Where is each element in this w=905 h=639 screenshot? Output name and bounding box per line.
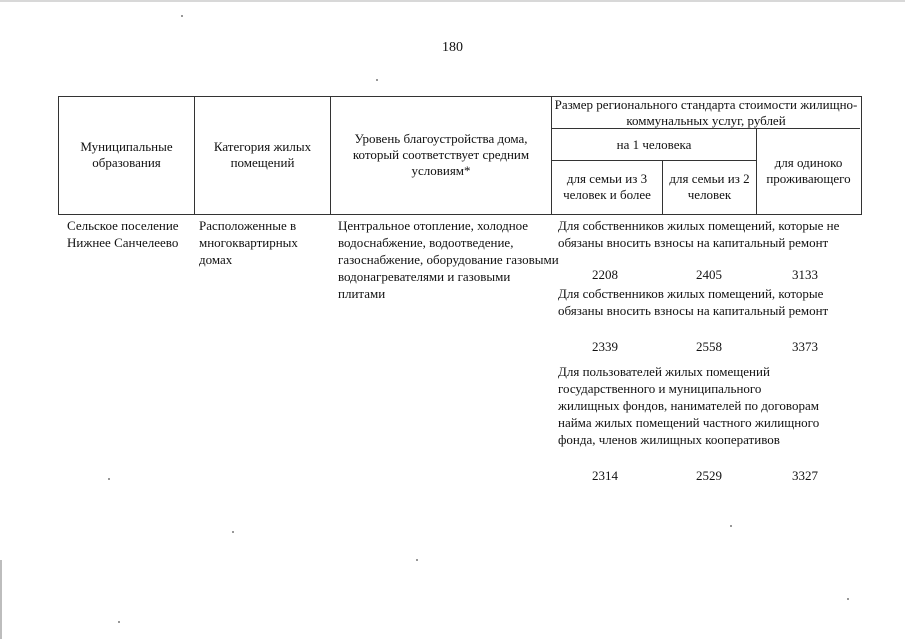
header-single: для одиноко проживающего — [766, 155, 851, 186]
value-family2: 2529 — [696, 468, 722, 483]
scan-speck — [376, 79, 378, 81]
scan-edge-left — [0, 560, 2, 639]
scan-speck — [730, 525, 732, 527]
header-regional-standard: Размер регионального стандарта стоимости жилищно-коммунальных услуг, рублей — [554, 96, 858, 128]
scan-edge-top — [0, 0, 905, 2]
scan-speck — [847, 598, 849, 600]
value-family2: 2558 — [696, 339, 722, 354]
group-label: Для собственников жилых помещений, которые обязаны вносить взносы на капитальный ремонт — [558, 286, 829, 318]
header-category: Категория жилых помещений — [213, 139, 312, 170]
page-number: 180 — [442, 40, 463, 55]
scan-speck — [416, 559, 418, 561]
value-single: 3373 — [792, 339, 818, 354]
scan-speck — [118, 621, 120, 623]
value-single: 3327 — [792, 468, 818, 483]
value-single: 3133 — [792, 267, 818, 282]
header-municipal: Муниципальные образования — [80, 139, 173, 170]
group-values — [558, 467, 858, 484]
value-family3: 2314 — [592, 468, 618, 483]
value-family3: 2339 — [592, 339, 618, 354]
row-municipality: Сельское поселение Нижнее Санчелеево — [67, 218, 179, 250]
scan-speck — [232, 531, 234, 533]
group-label: Для собственников жилых помещений, которые не обязаны вносить взносы на капитальный ремонт — [558, 218, 840, 250]
value-family3: 2208 — [592, 267, 618, 282]
scan-speck — [108, 478, 110, 480]
value-family2: 2405 — [696, 267, 722, 282]
header-per-person: на 1 человека — [616, 136, 692, 152]
group-values — [558, 338, 858, 355]
group-values — [558, 266, 858, 283]
row-level: Центральное отопление, холодное водоснабжение, водоотведение, газоснабжение, оборудование газовыми водонагревателями и газовыми плитами — [338, 218, 559, 301]
header-family2: для семьи из 2 человек — [669, 171, 750, 202]
header-level: Уровень благоустройства дома, который соответствует средним условиям* — [352, 131, 530, 178]
row-category: Расположенные в многоквартирных домах — [199, 218, 298, 267]
group-label: Для пользователей жилых помещений государственного и муниципального жилищных фондов, нанимателей по договорам найма жилых помещений частного жилищного фонда, членов жилищных кооперативов — [558, 364, 820, 447]
scan-speck — [181, 15, 183, 17]
header-family3: для семьи из 3 человек и более — [563, 171, 651, 202]
